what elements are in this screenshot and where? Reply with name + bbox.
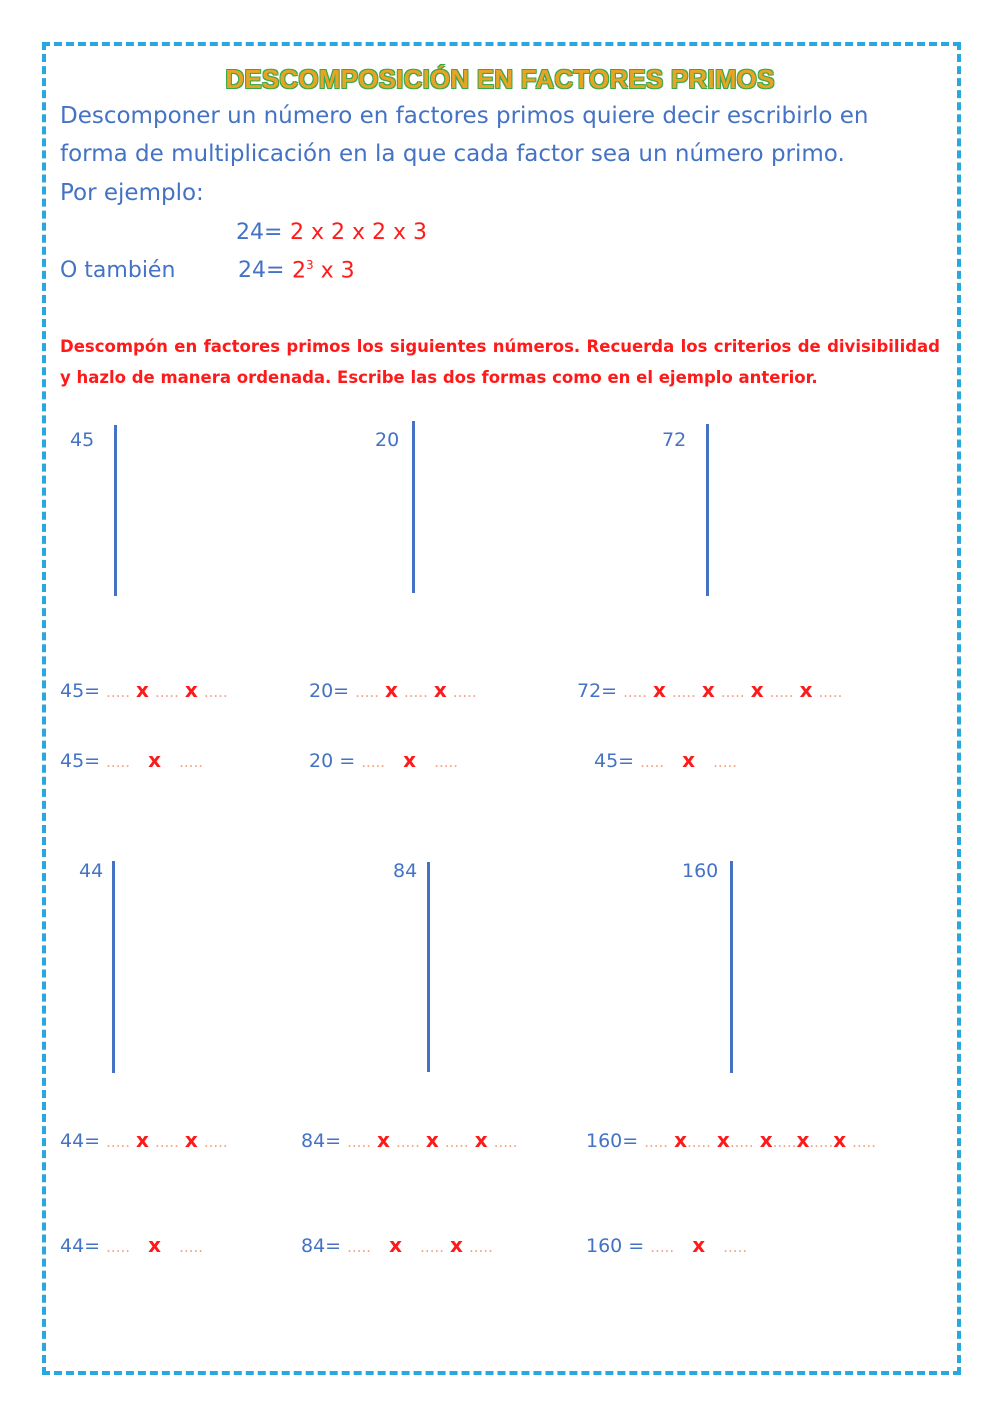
label: 45= — [594, 750, 635, 772]
blank[interactable]: ..... — [361, 753, 386, 771]
times-sign: x — [674, 1128, 688, 1152]
times-sign: x — [136, 678, 149, 702]
label: 84= — [301, 1130, 342, 1152]
blank[interactable]: ..... — [809, 1133, 834, 1151]
division-line — [427, 862, 430, 1072]
label: 45= — [60, 680, 101, 702]
times-sign: x — [425, 1128, 439, 1152]
times-sign: x — [184, 678, 198, 702]
example-power-form — [292, 258, 355, 283]
answer-20-expanded[interactable] — [309, 678, 477, 702]
number-45: 45 — [70, 429, 95, 451]
times-sign: x — [136, 1128, 149, 1152]
times-sign: x — [148, 748, 162, 772]
blank[interactable]: ..... — [672, 683, 696, 701]
blank[interactable]: ..... — [852, 1133, 877, 1151]
number-20: 20 — [375, 429, 400, 451]
example-rest: x 3 — [313, 258, 355, 284]
page-border — [42, 42, 961, 1375]
times-sign: x — [389, 1233, 403, 1257]
answer-20-power[interactable] — [309, 748, 458, 772]
blank[interactable]: ..... — [444, 1133, 469, 1151]
blank[interactable]: ..... — [106, 753, 130, 771]
intro-line-2: forma de multiplicación en la que cada factor sea un número primo. — [60, 141, 845, 167]
blank[interactable]: ..... — [404, 683, 428, 701]
times-sign: x — [750, 678, 764, 702]
label: 84= — [301, 1235, 342, 1257]
times-sign: x — [148, 1233, 162, 1257]
answer-160-expanded[interactable] — [586, 1128, 876, 1152]
intro-line-1: Descomponer un número en factores primos quiere decir escribirlo en — [60, 103, 869, 129]
times-sign: x — [682, 748, 696, 772]
blank[interactable]: ..... — [723, 1238, 748, 1256]
answer-44-expanded[interactable] — [60, 1128, 228, 1152]
label: 20 = — [309, 750, 356, 772]
page-title: DESCOMPOSICIÓN EN FACTORES PRIMOS — [225, 64, 775, 94]
times-sign: x — [377, 1128, 390, 1152]
times-sign: x — [716, 1128, 730, 1152]
division-line — [706, 424, 709, 596]
blank[interactable]: ..... — [818, 683, 843, 701]
label: 160= — [586, 1130, 639, 1152]
times-sign: x — [692, 1233, 706, 1257]
blank[interactable]: ..... — [720, 683, 745, 701]
times-sign: x — [833, 1128, 847, 1152]
instructions: Descompón en factores primos los siguientes números. Recuerda los criterios de divisibilidad y hazlo de manera ordenada. Escribe las dos formas como en el ejemplo anterior. — [60, 337, 940, 387]
times-sign: x — [796, 1128, 810, 1152]
division-line — [112, 861, 115, 1073]
example-exponent: 3 — [306, 258, 314, 272]
blank[interactable]: ..... — [713, 753, 737, 771]
example-alt-label: O también — [60, 258, 176, 283]
blank[interactable]: ..... — [106, 683, 130, 701]
blank[interactable]: ..... — [347, 1133, 371, 1151]
blank[interactable]: ..... — [106, 1133, 130, 1151]
blank[interactable]: ..... — [179, 753, 203, 771]
answer-72-expanded[interactable] — [577, 678, 842, 702]
number-84: 84 — [393, 860, 418, 882]
example-alt-lhs: 24= — [238, 258, 285, 283]
blank[interactable]: ..... — [687, 1133, 711, 1151]
blank[interactable]: ..... — [772, 1133, 797, 1151]
blank[interactable]: ..... — [203, 1133, 228, 1151]
blank[interactable]: ..... — [729, 1133, 754, 1151]
number-72: 72 — [662, 429, 687, 451]
times-sign: x — [433, 678, 447, 702]
division-line — [412, 421, 415, 593]
times-sign: x — [450, 1233, 463, 1257]
blank[interactable]: ..... — [106, 1238, 130, 1256]
blank[interactable]: ..... — [644, 1133, 669, 1151]
times-sign: x — [184, 1128, 198, 1152]
example-lhs: 24= — [236, 220, 283, 245]
blank[interactable]: ..... — [420, 1238, 444, 1256]
times-sign: x — [653, 678, 666, 702]
blank[interactable]: ..... — [469, 1238, 493, 1256]
blank[interactable]: ..... — [347, 1238, 371, 1256]
division-line — [730, 861, 733, 1073]
times-sign: x — [799, 678, 813, 702]
division-line — [114, 425, 117, 596]
number-160: 160 — [682, 860, 719, 882]
blank[interactable]: ..... — [434, 753, 459, 771]
blank[interactable]: ..... — [179, 1238, 203, 1256]
example-base: 2 — [292, 258, 306, 284]
example-product: 2 x 2 x 2 x 3 — [290, 220, 428, 245]
answer-160-power[interactable] — [586, 1233, 747, 1257]
blank[interactable]: ..... — [640, 753, 664, 771]
label: 45= — [60, 750, 101, 772]
times-sign: x — [385, 678, 398, 702]
blank[interactable]: ..... — [355, 683, 379, 701]
times-sign: x — [474, 1128, 488, 1152]
intro-line-3: Por ejemplo: — [60, 180, 204, 206]
label: 72= — [577, 680, 618, 702]
blank[interactable]: ..... — [769, 683, 794, 701]
blank[interactable]: ..... — [623, 683, 647, 701]
answer-84-expanded[interactable] — [301, 1128, 518, 1152]
blank[interactable]: ..... — [155, 1133, 179, 1151]
label: 160 = — [586, 1235, 645, 1257]
blank[interactable]: ..... — [452, 683, 477, 701]
label: 20= — [309, 680, 350, 702]
times-sign: x — [759, 1128, 773, 1152]
label: 44= — [60, 1130, 101, 1152]
answer-45-expanded[interactable] — [60, 678, 228, 702]
blank[interactable]: ..... — [650, 1238, 675, 1256]
times-sign: x — [403, 748, 417, 772]
blank[interactable]: ..... — [493, 1133, 518, 1151]
number-44: 44 — [79, 860, 104, 882]
label: 44= — [60, 1235, 101, 1257]
blank[interactable]: ..... — [203, 683, 228, 701]
answer-44-power[interactable] — [60, 1233, 203, 1257]
answer-45-power[interactable] — [60, 748, 203, 772]
answer-84-power[interactable] — [301, 1233, 493, 1257]
times-sign: x — [701, 678, 715, 702]
blank[interactable]: ..... — [155, 683, 179, 701]
answer-72-power[interactable] — [594, 748, 737, 772]
blank[interactable]: ..... — [396, 1133, 420, 1151]
